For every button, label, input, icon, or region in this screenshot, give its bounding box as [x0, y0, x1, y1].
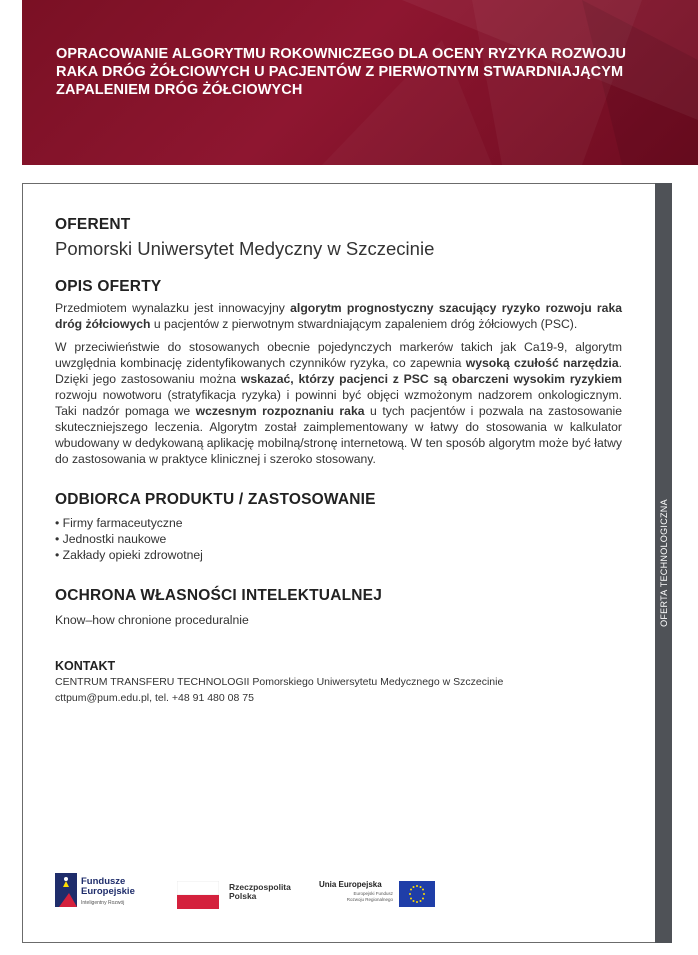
offerer-name: Pomorski Uniwersytet Medyczny w Szczecinie — [55, 238, 435, 259]
fe-flag-icon — [55, 873, 77, 907]
recipients-list — [55, 515, 622, 563]
fe-subtitle: Inteligentny Rozwój — [81, 900, 125, 906]
text-run: W przeciwieństwie do stosowanych obecnie pojedynczych markerów takich jak Ca19-9, algorytm uwzględnia kombinację zidentyfikowanych czynników ryzyka, co zapewnia — [55, 340, 622, 370]
contact-section — [55, 659, 622, 705]
ue-subtitle: Europejski Fundusz Rozwoju Regionalnego — [346, 891, 393, 902]
text-run: u tych pacjentów i pozwala na zastosowanie skuteczniejszego leczenia. Algorytm został zaimplementowany w łatwy do stosowania w kalkulator wbudowany w dedykowaną aplikację mobilną/stronę internetową. W ten sposób algorytm może być łatwy do zastosowania w praktyce klinicznej i szeroko stosowany. — [55, 404, 623, 466]
contact-organization: CENTRUM TRANSFERU TECHNOLOGII Pomorskiego Uniwersytetu Medycznego w Szczecinie — [55, 676, 504, 688]
ip-heading: OCHRONA WŁASNOŚCI INTELEKTUALNEJ — [55, 587, 383, 604]
rp-name: Rzeczpospolita Polska — [229, 882, 291, 901]
text-run: u pacjentów z pierwotnym stwardniającym zapaleniem dróg żółciowych (PSC). — [150, 317, 578, 331]
side-label — [655, 183, 672, 943]
bold-text-run: algorytm prognostyczny szacujący ryzyko rozwoju raka dróg żółciowych — [55, 301, 622, 331]
text-run: rozwoju nowotworu (stratyfikacja ryzyka) i powinni być objęci wzmożonym nadzorem onkologicznym. Taki nadzór pomaga we — [55, 388, 622, 418]
side-label-text: OFERTA TECHNOLOGICZNA — [658, 499, 669, 627]
funding-logos — [55, 873, 455, 913]
offer-content — [55, 216, 622, 705]
bold-text-run: wczesnym rozpoznaniu raka — [195, 404, 365, 418]
description-paragraph-1 — [55, 300, 622, 332]
list-item: • Zakłady opieki zdrowotnej — [55, 547, 622, 563]
bold-text-run: wysoką czułość narzędzia — [465, 356, 619, 370]
list-item: • Firmy farmaceutyczne — [55, 515, 622, 531]
eu-flag-icon — [399, 881, 435, 907]
rzeczpospolita-polska-logo — [177, 873, 297, 913]
bold-text-run: wskazać, którzy pacjenci z PSC są obarczeni wysokim ryzykiem — [240, 372, 622, 386]
recipients-section — [55, 491, 622, 563]
unia-europejska-logo — [319, 873, 449, 913]
description-section — [55, 278, 622, 467]
description-heading: OPIS OFERTY — [55, 278, 162, 295]
fundusze-europejskie-logo — [55, 873, 165, 913]
polish-flag-icon — [177, 881, 219, 909]
offerer-heading: OFERENT — [55, 216, 131, 233]
offer-title: OPRACOWANIE ALGORYTMU ROKOWNICZEGO DLA OCENY RYZYKA ROZWOJU RAKA DRÓG ŻÓŁCIOWYCH U PACJENTÓW Z PIERWOTNYM STWARDNIAJĄCYM ZAPALENIEM DRÓG ŻÓŁCIOWYCH — [56, 46, 627, 98]
contact-heading: KONTAKT — [55, 659, 116, 673]
ip-section — [55, 587, 622, 627]
ip-text: Know–how chronione proceduralnie — [55, 613, 249, 627]
ue-title: Unia Europejska — [319, 880, 382, 889]
contact-details: cttpum@pum.edu.pl, tel. +48 91 480 08 75 — [55, 692, 254, 704]
list-item: • Jednostki naukowe — [55, 531, 622, 547]
recipients-heading: ODBIORCA PRODUKTU / ZASTOSOWANIE — [55, 491, 376, 508]
text-run: . Dzięki jego zastosowaniu można — [55, 356, 622, 386]
header-banner — [22, 0, 698, 165]
offerer-section — [55, 216, 622, 260]
description-paragraph-2 — [55, 339, 622, 467]
text-run: Przedmiotem wynalazku jest innowacyjny — [55, 301, 291, 315]
fe-name: Fundusze Europejskie — [81, 876, 135, 897]
